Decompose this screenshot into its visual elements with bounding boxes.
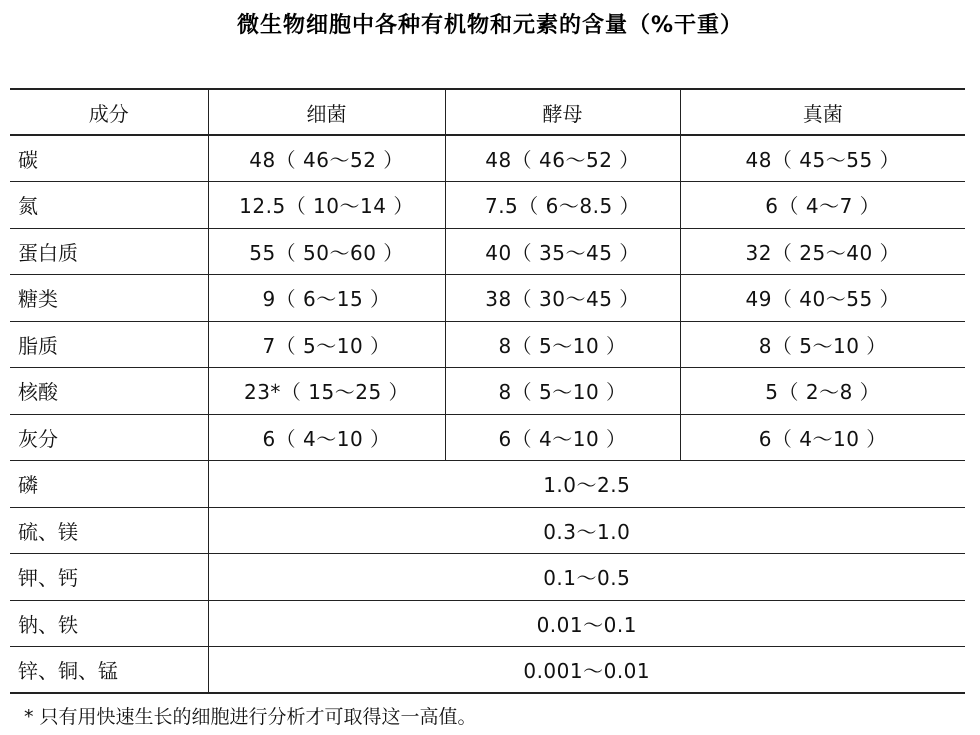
row-label: 灰分 <box>10 414 208 461</box>
yeast-value: 8（ 5～10 ） <box>445 321 680 368</box>
bacteria-value: 23*（ 15～25 ） <box>208 368 445 415</box>
row-label: 锌、铜、锰 <box>10 647 208 694</box>
shared-value: 0.01～0.1 <box>208 600 965 647</box>
row-label: 磷 <box>10 461 208 508</box>
table-row-merged <box>10 647 965 694</box>
fungi-value: 49（ 40～55 ） <box>680 275 965 322</box>
yeast-value: 7.5（ 6～8.5 ） <box>445 182 680 229</box>
table-row <box>10 135 965 182</box>
row-label: 钾、钙 <box>10 554 208 601</box>
table-row <box>10 368 965 415</box>
table-row-merged <box>10 554 965 601</box>
shared-value: 1.0～2.5 <box>208 461 965 508</box>
bacteria-value: 55（ 50～60 ） <box>208 228 445 275</box>
row-label: 糖类 <box>10 275 208 322</box>
bacteria-value: 9（ 6～15 ） <box>208 275 445 322</box>
table-row <box>10 182 965 229</box>
yeast-value: 6（ 4～10 ） <box>445 414 680 461</box>
page-title: 微生物细胞中各种有机物和元素的含量（%干重） <box>236 13 744 38</box>
row-label: 钠、铁 <box>10 600 208 647</box>
table-row-merged <box>10 507 965 554</box>
composition-table-container <box>10 88 965 694</box>
shared-value: 0.3～1.0 <box>208 507 965 554</box>
fungi-value: 8（ 5～10 ） <box>680 321 965 368</box>
bacteria-value: 12.5（ 10～14 ） <box>208 182 445 229</box>
table-row <box>10 275 965 322</box>
yeast-value: 38（ 30～45 ） <box>445 275 680 322</box>
fungi-value: 5（ 2～8 ） <box>680 368 965 415</box>
row-label: 硫、镁 <box>10 507 208 554</box>
fungi-value: 48（ 45～55 ） <box>680 135 965 182</box>
yeast-value: 40（ 35～45 ） <box>445 228 680 275</box>
row-label: 核酸 <box>10 368 208 415</box>
header-yeast: 酵母 <box>445 89 680 135</box>
table-row <box>10 321 965 368</box>
header-component: 成分 <box>10 89 208 135</box>
bacteria-value: 7（ 5～10 ） <box>208 321 445 368</box>
table-row-merged <box>10 600 965 647</box>
yeast-value: 8（ 5～10 ） <box>445 368 680 415</box>
header-fungi: 真菌 <box>680 89 965 135</box>
fungi-value: 32（ 25～40 ） <box>680 228 965 275</box>
row-label: 氮 <box>10 182 208 229</box>
composition-table <box>10 88 965 694</box>
table-row <box>10 414 965 461</box>
yeast-value: 48（ 46～52 ） <box>445 135 680 182</box>
fungi-value: 6（ 4～10 ） <box>680 414 965 461</box>
table-header-row <box>10 89 965 135</box>
table-row <box>10 228 965 275</box>
row-label: 脂质 <box>10 321 208 368</box>
bacteria-value: 6（ 4～10 ） <box>208 414 445 461</box>
shared-value: 0.001～0.01 <box>208 647 965 694</box>
row-label: 碳 <box>10 135 208 182</box>
header-bacteria: 细菌 <box>208 89 445 135</box>
bacteria-value: 48（ 46～52 ） <box>208 135 445 182</box>
footnote: * 只有用快速生长的细胞进行分析才可取得这一高值。 <box>24 706 477 728</box>
fungi-value: 6（ 4～7 ） <box>680 182 965 229</box>
table-row-merged <box>10 461 965 508</box>
row-label: 蛋白质 <box>10 228 208 275</box>
shared-value: 0.1～0.5 <box>208 554 965 601</box>
